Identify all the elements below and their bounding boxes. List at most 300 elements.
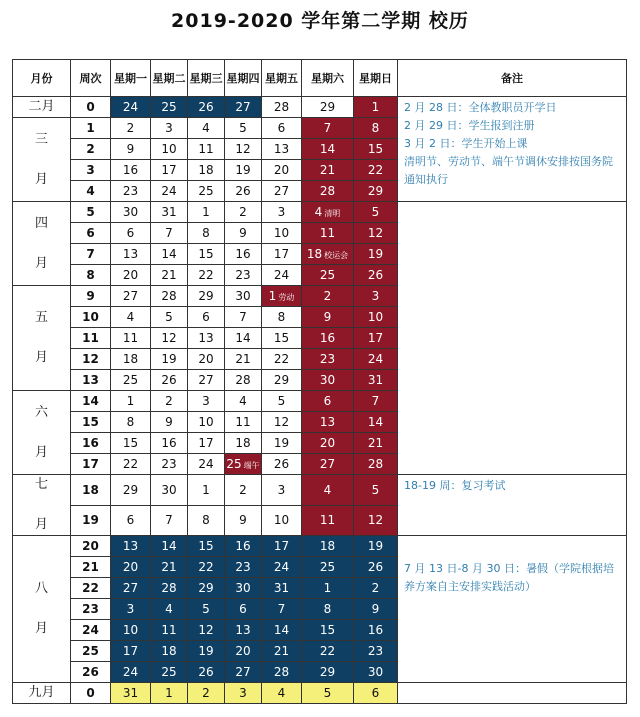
notes-block	[398, 97, 626, 191]
day-number: 10	[198, 415, 214, 429]
day-cell	[302, 97, 354, 118]
day-cell	[151, 202, 188, 223]
day-number: 12	[198, 623, 214, 637]
day-number: 20	[273, 163, 290, 177]
day-number: 14	[319, 142, 336, 156]
day-cell	[188, 620, 225, 641]
day-cell	[262, 454, 302, 475]
day-number: 26	[198, 100, 214, 114]
notes-cell	[398, 683, 627, 704]
calendar-table	[12, 59, 627, 704]
day-cell	[262, 349, 302, 370]
day-number: 2	[165, 394, 173, 408]
day-cell	[151, 433, 188, 454]
day-number: 26	[273, 457, 290, 471]
day-cell	[302, 536, 354, 557]
day-cell	[151, 181, 188, 202]
note-line: 2 月 29 日：学生报到注册	[404, 119, 535, 132]
day-cell	[302, 505, 354, 536]
day-cell	[302, 412, 354, 433]
day-cell	[225, 433, 262, 454]
day-cell	[302, 349, 354, 370]
day-cell	[262, 412, 302, 433]
day-cell	[354, 118, 398, 139]
day-number: 11	[319, 513, 336, 528]
day-cell	[354, 454, 398, 475]
holiday-label: 清明	[324, 209, 341, 218]
day-cell	[188, 265, 225, 286]
day-cell	[151, 139, 188, 160]
day-cell	[262, 683, 302, 704]
header-mon: 星期一	[111, 60, 151, 97]
day-number: 22	[319, 644, 336, 658]
day-number: 10	[367, 310, 384, 324]
day-number: 26	[198, 665, 214, 679]
day-cell	[188, 475, 225, 506]
day-cell	[151, 683, 188, 704]
day-cell	[262, 223, 302, 244]
day-number: 7	[277, 602, 286, 616]
day-number: 23	[122, 184, 139, 198]
day-number: 1	[268, 289, 277, 303]
day-cell	[151, 578, 188, 599]
day-number: 24	[273, 268, 290, 282]
day-cell	[302, 118, 354, 139]
header-row	[13, 60, 627, 97]
day-number: 17	[198, 436, 214, 450]
day-cell	[354, 641, 398, 662]
day-number: 5	[202, 602, 210, 616]
day-number: 29	[122, 482, 139, 497]
day-number: 10	[122, 623, 139, 637]
day-number: 6	[239, 602, 247, 616]
day-number: 8	[323, 602, 332, 616]
day-cell	[354, 599, 398, 620]
day-cell	[225, 139, 262, 160]
day-number: 25	[161, 100, 177, 114]
day-cell	[111, 412, 151, 433]
day-cell	[302, 475, 354, 506]
day-cell	[188, 139, 225, 160]
day-cell	[302, 557, 354, 578]
day-number: 15	[122, 436, 139, 450]
day-cell	[302, 265, 354, 286]
day-number: 27	[235, 665, 251, 679]
day-cell	[151, 475, 188, 506]
notes-block	[398, 683, 626, 687]
day-cell	[111, 599, 151, 620]
day-cell	[111, 683, 151, 704]
day-cell	[302, 370, 354, 391]
day-cell	[354, 620, 398, 641]
day-number: 4	[165, 602, 173, 616]
day-number: 29	[273, 373, 290, 387]
day-number: 15	[319, 623, 336, 637]
day-cell	[151, 97, 188, 118]
day-cell	[302, 202, 354, 223]
day-cell	[354, 475, 398, 506]
day-number: 2	[239, 482, 247, 497]
day-number: 20	[319, 436, 336, 450]
month-label: 五 月	[13, 286, 71, 391]
day-number: 16	[235, 539, 251, 553]
week-number: 24	[71, 620, 111, 641]
week-row	[13, 475, 627, 506]
day-number: 4	[314, 205, 323, 219]
day-cell	[188, 683, 225, 704]
day-cell	[262, 536, 302, 557]
day-cell	[302, 641, 354, 662]
day-number: 12	[235, 142, 251, 156]
day-number: 3	[277, 205, 286, 219]
week-number: 3	[71, 160, 111, 181]
day-cell	[225, 454, 262, 475]
day-cell	[151, 370, 188, 391]
day-number: 16	[122, 163, 139, 177]
day-number: 4	[239, 394, 247, 408]
day-cell	[354, 286, 398, 307]
day-number: 28	[161, 289, 177, 303]
day-number: 3	[165, 121, 173, 135]
day-cell	[354, 578, 398, 599]
day-cell	[302, 578, 354, 599]
day-cell	[225, 370, 262, 391]
day-cell	[225, 536, 262, 557]
day-number: 30	[319, 373, 336, 387]
day-number: 22	[273, 352, 290, 366]
day-cell	[188, 160, 225, 181]
month-label: 三 月	[13, 118, 71, 202]
day-number: 1	[202, 205, 210, 219]
day-number: 15	[273, 331, 290, 345]
day-number: 16	[367, 623, 384, 637]
header-notes: 备注	[398, 60, 627, 97]
header-wed: 星期三	[188, 60, 225, 97]
day-number: 1	[126, 394, 135, 408]
day-cell	[302, 286, 354, 307]
day-number: 18	[306, 247, 323, 261]
day-cell	[111, 662, 151, 683]
day-number: 13	[273, 142, 290, 156]
day-cell	[151, 223, 188, 244]
day-number: 22	[122, 457, 139, 471]
day-number: 7	[239, 310, 247, 324]
month-label: 七 月	[13, 475, 71, 536]
day-number: 10	[273, 226, 290, 240]
day-cell	[151, 349, 188, 370]
day-number: 18	[235, 436, 251, 450]
day-number: 5	[323, 686, 332, 700]
day-number: 20	[198, 352, 214, 366]
day-cell	[111, 223, 151, 244]
day-number: 31	[273, 581, 290, 595]
month-label: 四 月	[13, 202, 71, 286]
day-cell	[354, 328, 398, 349]
day-number: 30	[122, 205, 139, 219]
day-number: 2	[202, 686, 210, 700]
day-cell	[225, 557, 262, 578]
day-number: 3	[371, 289, 380, 303]
week-number: 17	[71, 454, 111, 475]
day-number: 14	[161, 247, 177, 261]
day-cell	[354, 307, 398, 328]
day-number: 31	[122, 686, 139, 700]
day-cell	[262, 475, 302, 506]
day-number: 6	[126, 513, 135, 528]
day-cell	[354, 223, 398, 244]
day-number: 3	[126, 602, 135, 616]
day-number: 21	[235, 352, 251, 366]
day-number: 31	[161, 205, 177, 219]
day-number: 30	[161, 482, 177, 497]
day-cell	[188, 599, 225, 620]
day-number: 20	[122, 268, 139, 282]
day-cell	[354, 557, 398, 578]
week-number: 7	[71, 244, 111, 265]
day-number: 29	[367, 184, 384, 198]
note-line: 清明节、劳动节、端午节调休安排按国务院通知执行	[404, 155, 613, 186]
day-cell	[188, 557, 225, 578]
day-cell	[302, 620, 354, 641]
notes-cell	[398, 536, 627, 683]
day-number: 14	[273, 623, 290, 637]
week-number: 11	[71, 328, 111, 349]
day-cell	[151, 412, 188, 433]
day-cell	[262, 662, 302, 683]
day-number: 22	[198, 268, 214, 282]
day-cell	[225, 265, 262, 286]
day-cell	[225, 328, 262, 349]
day-number: 17	[161, 163, 177, 177]
day-cell	[151, 641, 188, 662]
day-cell	[151, 620, 188, 641]
day-number: 15	[198, 247, 214, 261]
day-number: 20	[235, 644, 251, 658]
day-number: 27	[198, 373, 214, 387]
day-cell	[302, 223, 354, 244]
day-cell	[225, 662, 262, 683]
day-number: 23	[161, 457, 177, 471]
page-title: 2019-2020 学年第二学期 校历	[171, 10, 469, 32]
day-cell	[188, 328, 225, 349]
day-number: 9	[165, 415, 173, 429]
day-cell	[354, 181, 398, 202]
day-number: 28	[273, 665, 290, 679]
day-cell	[302, 683, 354, 704]
day-cell	[151, 599, 188, 620]
day-number: 3	[202, 394, 210, 408]
day-number: 28	[235, 373, 251, 387]
day-cell	[225, 118, 262, 139]
day-cell	[111, 349, 151, 370]
day-cell	[302, 181, 354, 202]
day-cell	[225, 286, 262, 307]
day-cell	[151, 505, 188, 536]
day-number: 27	[319, 457, 336, 471]
day-number: 24	[367, 352, 384, 366]
day-cell	[111, 641, 151, 662]
day-number: 19	[273, 436, 290, 450]
header-sat: 星期六	[302, 60, 354, 97]
day-number: 25	[226, 457, 242, 471]
header-week: 周次	[71, 60, 111, 97]
week-number: 19	[71, 505, 111, 536]
day-number: 24	[122, 100, 139, 114]
day-cell	[262, 391, 302, 412]
day-number: 13	[122, 247, 139, 261]
week-number: 5	[71, 202, 111, 223]
day-cell	[225, 391, 262, 412]
day-number: 26	[367, 560, 384, 574]
week-number: 13	[71, 370, 111, 391]
day-number: 28	[367, 457, 384, 471]
week-number: 16	[71, 433, 111, 454]
day-cell	[262, 370, 302, 391]
day-number: 24	[161, 184, 177, 198]
day-number: 25	[319, 268, 336, 282]
day-cell	[262, 139, 302, 160]
day-number: 6	[323, 394, 332, 408]
week-number: 1	[71, 118, 111, 139]
notes-block	[398, 202, 626, 206]
day-cell	[225, 620, 262, 641]
day-number: 21	[319, 163, 336, 177]
day-number: 27	[235, 100, 251, 114]
day-number: 2	[239, 205, 247, 219]
header-sun: 星期日	[354, 60, 398, 97]
day-number: 4	[202, 121, 210, 135]
day-number: 21	[367, 436, 384, 450]
day-number: 27	[273, 184, 290, 198]
day-number: 18	[198, 163, 214, 177]
day-number: 9	[239, 226, 247, 240]
day-cell	[262, 202, 302, 223]
day-cell	[188, 662, 225, 683]
day-number: 9	[371, 602, 380, 616]
day-cell	[188, 202, 225, 223]
day-cell	[262, 641, 302, 662]
day-cell	[354, 370, 398, 391]
day-number: 25	[161, 665, 177, 679]
day-cell	[225, 223, 262, 244]
day-number: 19	[367, 247, 384, 261]
day-cell	[262, 286, 302, 307]
day-number: 13	[319, 415, 336, 429]
day-number: 30	[367, 665, 384, 679]
day-number: 11	[122, 331, 139, 345]
day-cell	[302, 433, 354, 454]
day-number: 10	[273, 513, 290, 528]
week-number: 23	[71, 599, 111, 620]
day-number: 21	[161, 268, 177, 282]
day-cell	[354, 202, 398, 223]
day-cell	[188, 307, 225, 328]
day-number: 29	[198, 581, 214, 595]
day-number: 23	[235, 560, 251, 574]
day-cell	[111, 307, 151, 328]
notes-block	[398, 536, 626, 598]
day-cell	[302, 160, 354, 181]
day-cell	[188, 641, 225, 662]
week-number: 21	[71, 557, 111, 578]
day-number: 23	[319, 352, 336, 366]
day-cell	[302, 662, 354, 683]
day-cell	[111, 244, 151, 265]
day-number: 21	[161, 560, 177, 574]
day-cell	[354, 536, 398, 557]
day-cell	[111, 202, 151, 223]
day-cell	[188, 118, 225, 139]
day-number: 4	[126, 310, 135, 324]
day-number: 8	[202, 513, 210, 528]
day-number: 18	[319, 539, 336, 553]
week-row	[13, 536, 627, 557]
day-cell	[225, 683, 262, 704]
week-row	[13, 683, 627, 704]
day-number: 3	[239, 686, 247, 700]
day-number: 13	[198, 331, 214, 345]
day-number: 9	[323, 310, 332, 324]
day-cell	[225, 181, 262, 202]
day-cell	[354, 391, 398, 412]
day-cell	[151, 286, 188, 307]
day-cell	[111, 505, 151, 536]
week-number: 26	[71, 662, 111, 683]
day-cell	[302, 244, 354, 265]
day-number: 28	[161, 581, 177, 595]
day-cell	[262, 244, 302, 265]
day-cell	[302, 328, 354, 349]
week-number: 20	[71, 536, 111, 557]
day-cell	[111, 475, 151, 506]
day-cell	[225, 307, 262, 328]
day-number: 22	[198, 560, 214, 574]
day-cell	[151, 391, 188, 412]
day-cell	[111, 97, 151, 118]
day-number: 2	[126, 121, 135, 135]
day-cell	[225, 505, 262, 536]
header-thu: 星期四	[225, 60, 262, 97]
notes-cell	[398, 475, 627, 536]
day-cell	[354, 139, 398, 160]
day-cell	[262, 505, 302, 536]
day-number: 19	[235, 163, 251, 177]
day-number: 6	[371, 686, 380, 700]
day-cell	[151, 118, 188, 139]
day-cell	[354, 683, 398, 704]
day-cell	[262, 620, 302, 641]
day-cell	[188, 454, 225, 475]
note-line: 3 月 2 日：学生开始上课	[404, 137, 528, 150]
day-number: 5	[371, 205, 380, 219]
day-cell	[262, 160, 302, 181]
day-number: 9	[126, 142, 135, 156]
day-number: 15	[198, 539, 214, 553]
day-cell	[262, 578, 302, 599]
day-number: 23	[367, 644, 384, 658]
day-number: 23	[235, 268, 251, 282]
day-cell	[225, 475, 262, 506]
day-number: 11	[319, 226, 336, 240]
day-cell	[354, 349, 398, 370]
day-cell	[111, 557, 151, 578]
day-number: 6	[126, 226, 135, 240]
week-row	[13, 97, 627, 118]
day-cell	[111, 578, 151, 599]
day-number: 12	[367, 226, 384, 240]
day-number: 26	[367, 268, 384, 282]
day-number: 19	[161, 352, 177, 366]
